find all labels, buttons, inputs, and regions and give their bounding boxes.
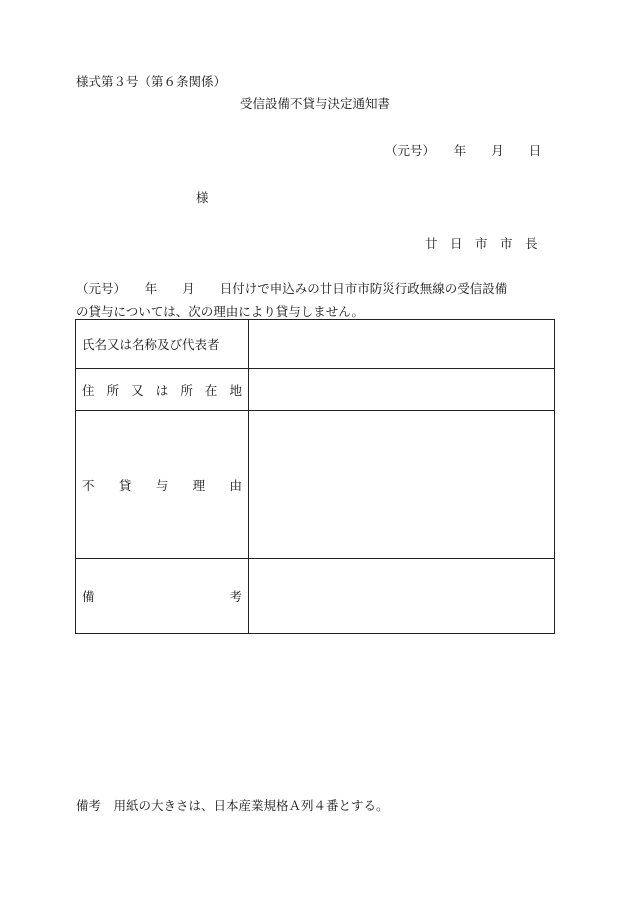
form-number: 様式第３号（第６条関係） — [76, 74, 227, 89]
value-name-representative — [249, 320, 555, 369]
table-row — [76, 369, 555, 411]
table-row — [76, 320, 555, 369]
table-row — [76, 411, 555, 559]
document-title: 受信設備不貸与決定通知書 — [239, 96, 390, 111]
body-line-2: の貸与については、次の理由により貸与しません。 — [76, 304, 365, 319]
value-remarks — [249, 559, 555, 634]
body-line-1: （元号） 年 月 日付けで申込みの廿日市市防災行政無線の受信設備 — [76, 281, 508, 296]
label-name-representative: 氏名又は名称及び代表者 — [76, 320, 249, 369]
body-text — [76, 277, 507, 323]
table-row — [76, 559, 555, 634]
addressee-honorific: 様 — [196, 190, 209, 205]
date-line: （元号） 年 月 日 — [385, 143, 542, 158]
footnote: 備考 用紙の大きさは、日本産業規格Ａ列４番とする。 — [76, 798, 389, 813]
details-table — [75, 319, 555, 634]
issuer-name: 廿 日 市 市 長 — [425, 236, 538, 251]
label-address: 住所又は所在地 — [76, 369, 249, 411]
value-refusal-reason — [249, 411, 555, 559]
value-address — [249, 369, 555, 411]
label-remarks: 備考 — [76, 559, 249, 634]
label-refusal-reason: 不貸与理由 — [76, 411, 249, 559]
